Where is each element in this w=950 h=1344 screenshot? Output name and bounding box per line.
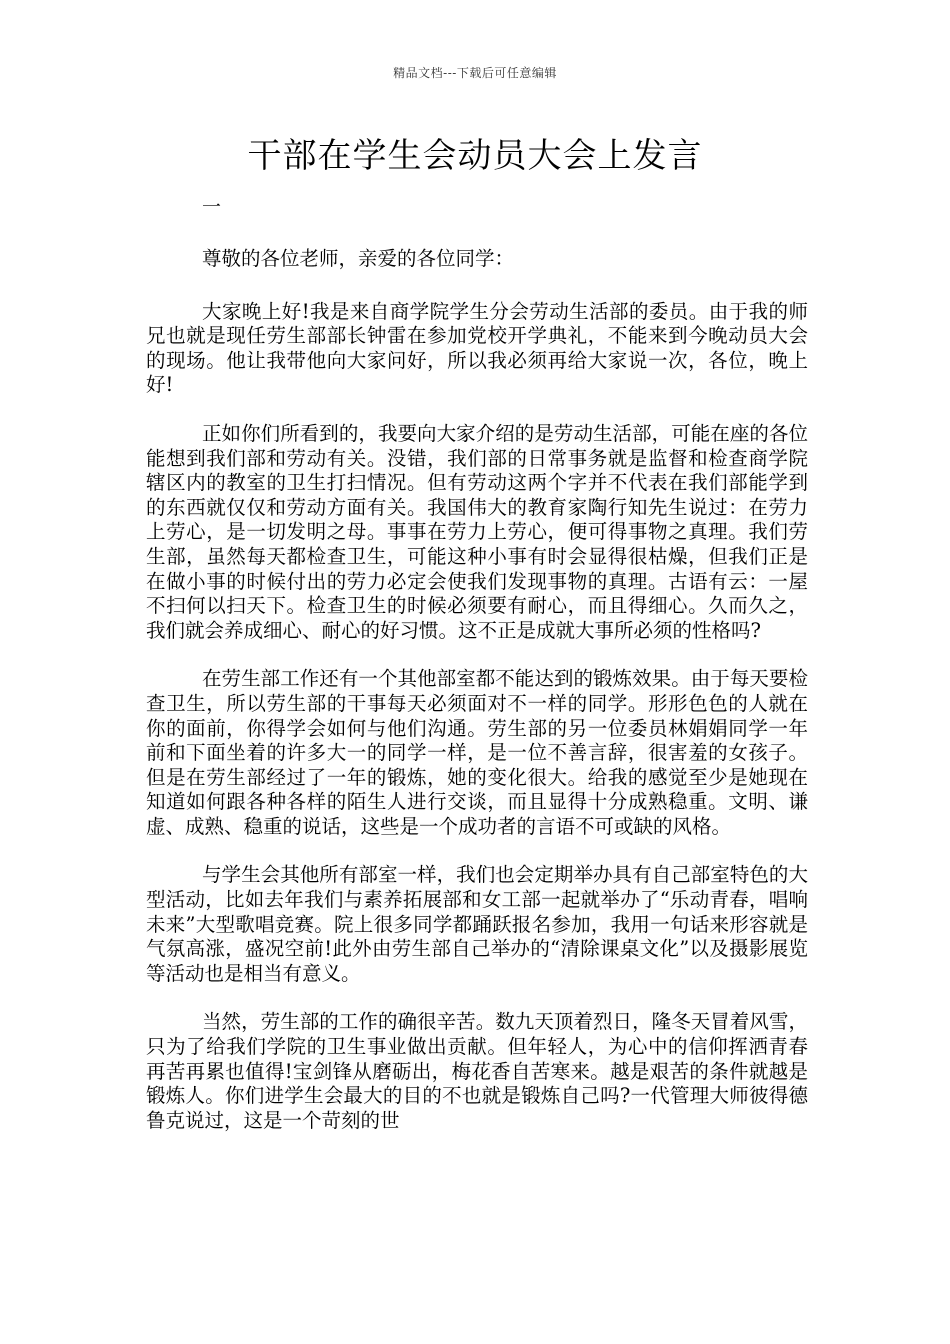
paragraph-1: 大家晚上好!我是来自商学院学生分会劳动生活部的委员。由于我的师兄也就是现任劳生部部长钟雷在参加党校开学典礼，不能来到今晚动员大会的现场。他让我带他向大家问好，所以我必须再给大家说一次，各位，晚上好! bbox=[146, 299, 808, 397]
document-title: 干部在学生会动员大会上发言 bbox=[247, 136, 703, 176]
section-number: 一 bbox=[202, 196, 222, 218]
paragraph-5: 当然，劳生部的工作的确很辛苦。数九天顶着烈日，隆冬天冒着风雪，只为了给我们学院的卫生事业做出贡献。但年轻人，为心中的信仰挥洒青春再苦再累也值得!宝剑锋从磨砺出，梅花香自苦寒来。越是艰苦的条件就越是锻炼人。你们进学生会最大的目的不也就是锻炼自己吗?一代管理大师彼得德鲁克说过，这是一个苛刻的世 bbox=[146, 1010, 808, 1132]
paragraph-4: 与学生会其他所有部室一样，我们也会定期举办具有自己部室特色的大型活动，比如去年我们与素养拓展部和女工部一起就举办了“乐动青春，唱响未来”大型歌唱竞赛。院上很多同学都踊跃报名参加，我用一句话来形容就是气氛高涨，盛况空前!此外由劳生部自己举办的“清除课桌文化”以及摄影展览等活动也是相当有意义。 bbox=[146, 863, 808, 985]
header-note: 精品文档---下载后可任意编辑 bbox=[393, 66, 557, 80]
paragraph-2: 正如你们所看到的，我要向大家介绍的是劳动生活部，可能在座的各位能想到我们部和劳动有关。没错，我们部的日常事务就是监督和检查商学院辖区内的教室的卫生打扫情况。但有劳动这两个字并不代表在我们部能学到的东西就仅仅和劳动方面有关。我国伟大的教育家陶行知先生说过：在劳力上劳心，是一切发明之母。事事在劳力上劳心，便可得事物之真理。我们劳生部，虽然每天都检查卫生，可能这种小事有时会显得很枯燥，但我们正是在做小事的时候付出的劳力必定会使我们发现事物的真理。古语有云：一屋不扫何以扫天下。检查卫生的时候必须要有耐心，而且得细心。久而久之，我们就会养成细心、耐心的好习惯。这不正是成就大事所必须的性格吗? bbox=[146, 421, 808, 642]
document-body bbox=[146, 195, 808, 1157]
paragraph-3: 在劳生部工作还有一个其他部室都不能达到的锻炼效果。由于每天要检查卫生，所以劳生部的干事每天必须面对不一样的同学。形形色色的人就在你的面前，你得学会如何与他们沟通。劳生部的另一位委员林娟娟同学一年前和下面坐着的许多大一的同学一样，是一位不善言辞，很害羞的女孩子。但是在劳生部经过了一年的锻炼，她的变化很大。给我的感觉至少是她现在知道如何跟各种各样的陌生人进行交谈，而且显得十分成熟稳重。文明、谦虚、成熟、稳重的说话，这些是一个成功者的言语不可或缺的风格。 bbox=[146, 667, 808, 838]
salutation: 尊敬的各位老师，亲爱的各位同学： bbox=[202, 247, 515, 270]
